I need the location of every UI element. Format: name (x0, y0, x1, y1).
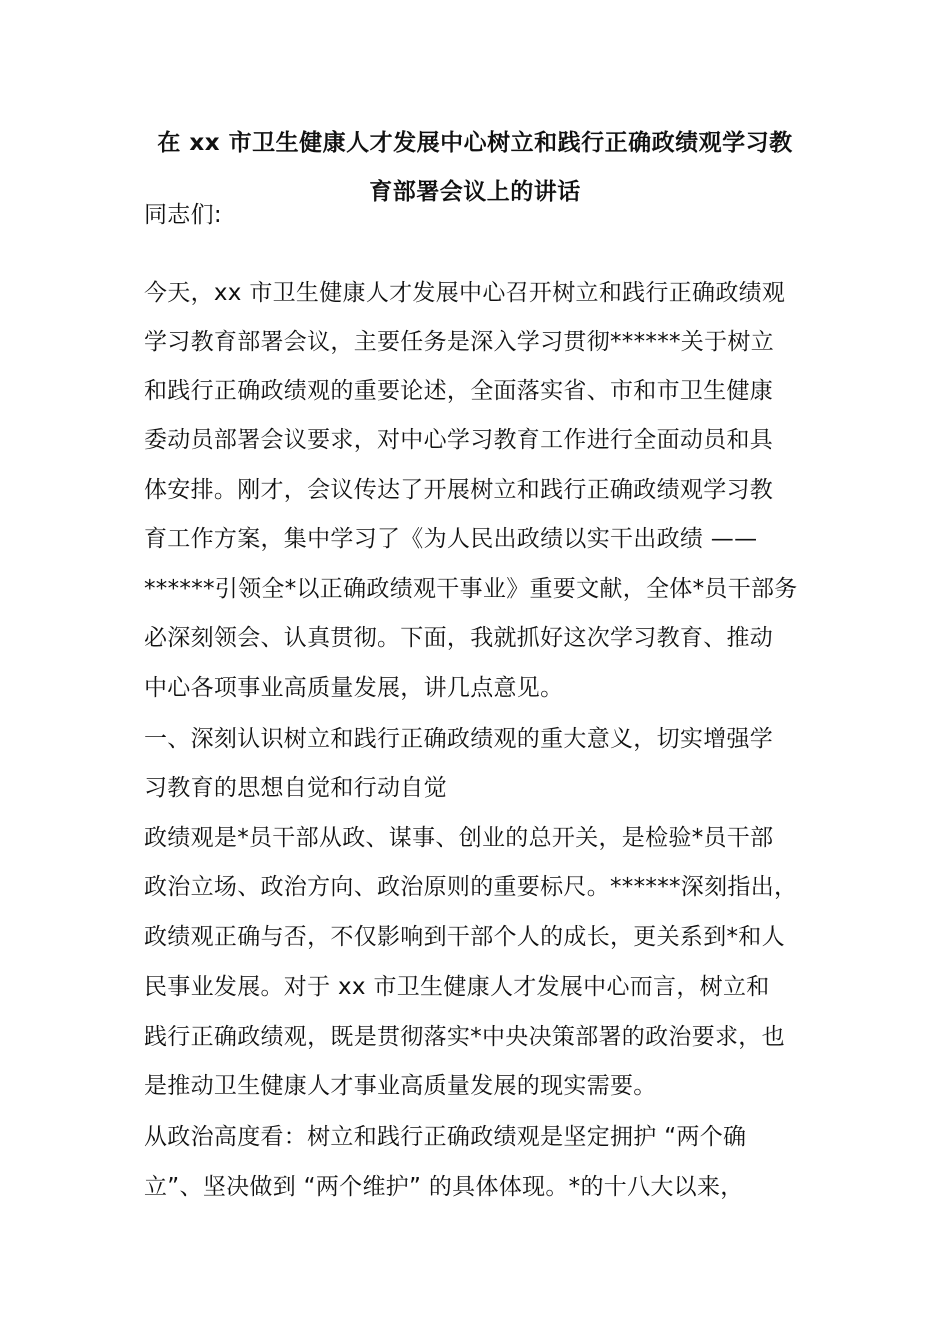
body-line: 委动员部署会议要求，对中心学习教育工作进行全面动员和具 (144, 427, 774, 453)
body-line: 中心各项事业高质量发展，讲几点意见。 (144, 675, 564, 701)
body-line: 育工作方案，集中学习了《为人民出政绩以实干出政绩 —— (144, 526, 758, 552)
section-heading-line: 一、深刻认识树立和践行正确政绩观的重大意义，切实增强学 (144, 726, 774, 752)
body-line: 践行正确政绩观，既是贯彻落实*中央决策部署的政治要求，也 (144, 1024, 785, 1050)
body-line: 今天，xx 市卫生健康人才发展中心召开树立和践行正确政绩观 (144, 280, 786, 306)
body-line: 政绩观是*员干部从政、谋事、创业的总开关，是检验*员干部 (144, 825, 774, 851)
body-line: 体安排。刚才，会议传达了开展树立和践行正确政绩观学习教 (144, 477, 774, 503)
body-line: 立”、坚决做到 “两个维护” 的具体体现。*的十八大以来， (144, 1174, 744, 1200)
body-line: 政治立场、政治方向、政治原则的重要标尺。******深刻指出， (144, 874, 798, 900)
body-line: 政绩观正确与否，不仅影响到干部个人的成长，更关系到*和人 (144, 924, 785, 950)
salutation: 同志们: (144, 202, 222, 228)
body-line: 学习教育部署会议，主要任务是深入学习贯彻******关于树立 (144, 329, 774, 355)
body-line: 民事业发展。对于 xx 市卫生健康人才发展中心而言，树立和 (144, 974, 770, 1000)
body-line: 和践行正确政绩观的重要论述，全面落实省、市和市卫生健康 (144, 378, 774, 404)
document-title-line-1: 在 xx 市卫生健康人才发展中心树立和践行正确政绩观学习教 (157, 130, 793, 156)
body-line: ******引领全*以正确政绩观干事业》重要文献，全体*员干部务 (144, 576, 798, 602)
body-line: 必深刻领会、认真贯彻。下面，我就抓好这次学习教育、推动 (144, 625, 774, 651)
body-line: 从政治高度看：树立和践行正确政绩观是坚定拥护 “两个确 (144, 1124, 747, 1150)
body-line: 是推动卫生健康人才事业高质量发展的现实需要。 (144, 1073, 657, 1099)
section-heading-line: 习教育的思想自觉和行动自觉 (144, 775, 447, 801)
document-title-line-2: 育部署会议上的讲话 (369, 179, 581, 205)
